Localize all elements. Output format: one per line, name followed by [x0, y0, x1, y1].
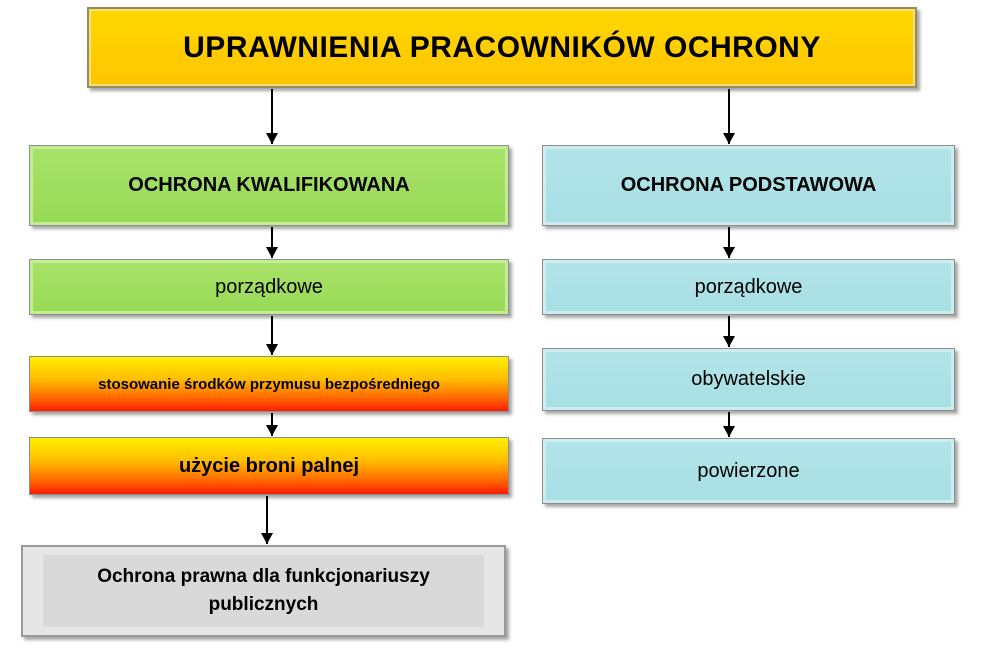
right-obywatelskie-box	[542, 348, 955, 411]
left-header-text: OCHRONA KWALIFIKOWANA	[128, 174, 410, 196]
left-footer-line2: publicznych	[208, 594, 319, 615]
left-footer-inner	[43, 555, 484, 627]
left-footer-line1: Ochrona prawna dla funkcjonariuszy	[97, 566, 430, 587]
right-porzadkowe-text: porządkowe	[694, 275, 803, 298]
left-bron-text: użycie broni palnej	[178, 454, 360, 477]
title-box	[87, 7, 917, 88]
left-footer-box	[21, 545, 506, 637]
right-header-box	[542, 145, 955, 226]
right-obywatelskie-text: obywatelskie	[691, 368, 806, 390]
left-header-box	[29, 145, 509, 226]
left-srodki-text: stosowanie środków przymusu bezpośredniego	[98, 375, 440, 393]
title-text: UPRAWNIENIA PRACOWNIKÓW OCHRONY	[183, 30, 821, 64]
right-porzadkowe-box	[542, 259, 955, 315]
left-srodki-box	[29, 356, 509, 412]
left-porzadkowe-box	[29, 259, 509, 315]
right-powierzone-box	[542, 438, 955, 504]
left-bron-box	[29, 437, 509, 495]
right-powierzone-text: powierzone	[697, 459, 800, 482]
right-header-text: OCHRONA PODSTAWOWA	[620, 174, 877, 196]
left-porzadkowe-text: porządkowe	[215, 275, 323, 298]
